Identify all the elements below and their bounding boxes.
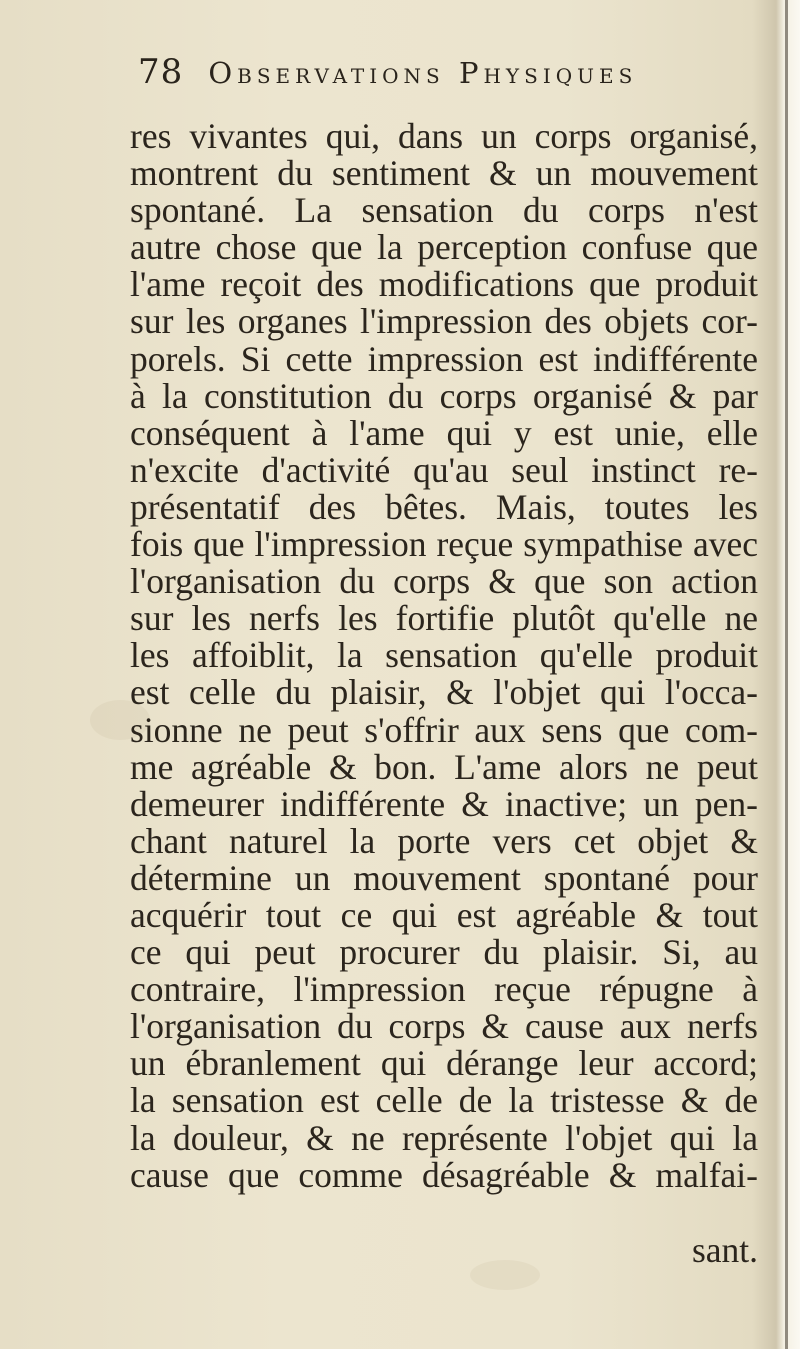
text-line: cause que comme désagréable & malfai- (130, 1154, 758, 1195)
text-line: ce qui peut procurer du plaisir. Si, au (130, 932, 758, 973)
text-line: présentatif des bêtes. Mais, toutes les (130, 486, 758, 527)
text-line: sur les nerfs les fortifie plutôt qu'elle ne (130, 598, 758, 639)
text-line: res vivantes qui, dans un corps organisé, (130, 116, 758, 156)
text-line: l'organisation du corps & cause aux nerfs (130, 1006, 758, 1047)
text-line: un ébranlement qui dérange leur accord; (130, 1043, 758, 1084)
text-line: porels. Si cette impression est indifférente (130, 338, 758, 379)
text-line: montrent du sentiment & un mouvement (130, 153, 758, 194)
text-line: est celle du plaisir, & l'objet qui l'occa- (130, 672, 758, 713)
text-line: les affoiblit, la sensation qu'elle produit (130, 635, 758, 676)
text-line: spontané. La sensation du corps n'est (130, 190, 758, 231)
text-line: détermine un mouvement spontané pour (130, 857, 758, 898)
text-line: sur les organes l'impression des objets cor- (130, 301, 758, 342)
text-line: la douleur, & ne représente l'objet qui la (130, 1117, 758, 1158)
text-line: fois que l'impression reçue sympathise avec (130, 524, 758, 565)
text-line: l'ame reçoit des modifications que produit (130, 264, 758, 305)
body-text (130, 118, 758, 1194)
text-line: sionne ne peut s'offrir aux sens que com- (130, 709, 758, 750)
text-line: me agréable & bon. L'ame alors ne peut (130, 746, 758, 787)
page-edge (785, 0, 788, 1349)
text-line: chant naturel la porte vers cet objet & (130, 820, 758, 861)
text-line: la sensation est celle de la tristesse & de (130, 1080, 758, 1121)
text-line: contraire, l'impression reçue répugne à (130, 969, 758, 1010)
text-line: l'organisation du corps & que son action (130, 561, 758, 602)
paper-stain (470, 1260, 540, 1290)
running-head: Observations Physiques (208, 56, 638, 90)
catchword: sant. (691, 1230, 758, 1270)
text-line: demeurer indifférente & inactive; un pen- (130, 783, 758, 824)
text-line: acquérir tout ce qui est agréable & tout (130, 894, 758, 935)
text-line: n'excite d'activité qu'au seul instinct re- (130, 449, 758, 490)
text-line: à la constitution du corps organisé & par (130, 375, 758, 416)
page-header (138, 52, 778, 102)
page-number: 78 (138, 52, 184, 92)
text-line: autre chose que la perception confuse que (130, 227, 758, 268)
text-line: conséquent à l'ame qui y est unie, elle (130, 412, 758, 453)
